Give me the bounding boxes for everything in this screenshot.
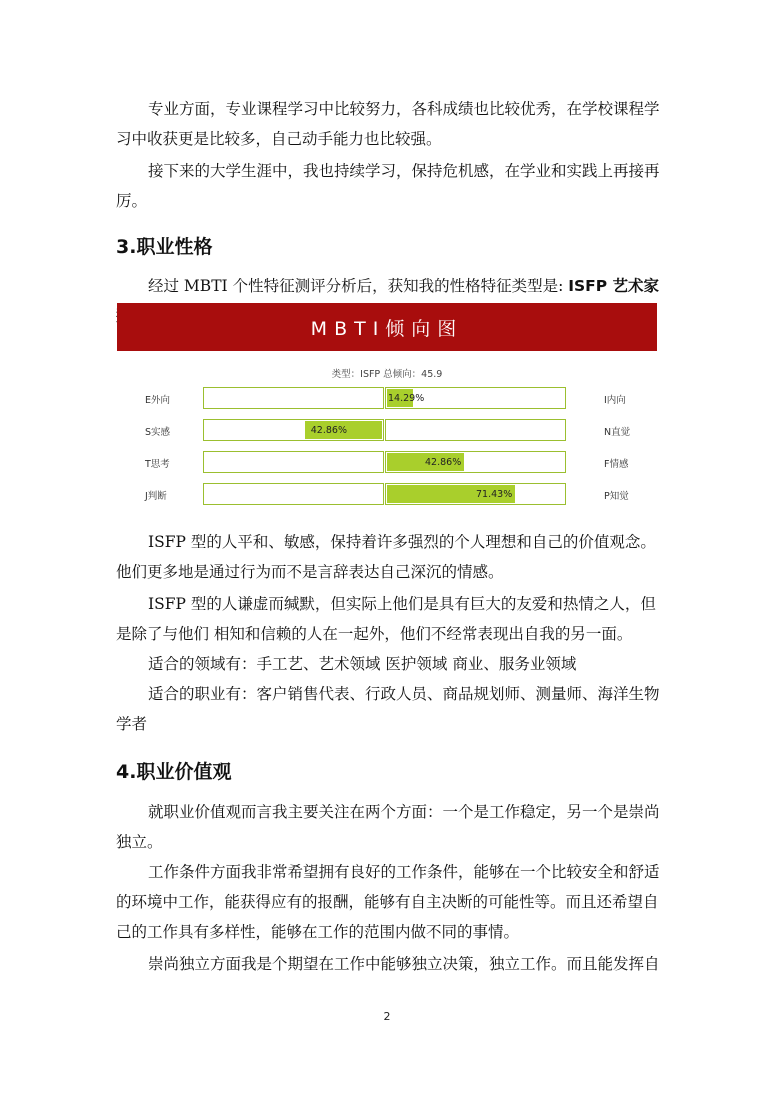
mbti-left-track	[203, 419, 384, 441]
mbti-right-label: P知觉	[604, 491, 629, 502]
mbti-summary: 类型：ISFP 总倾向：45.9	[331, 369, 443, 380]
paragraph-major: 专业方面，专业课程学习中比较努力，各科成绩也比较优秀，在学校课程学习中收获更是比较多，自己动手能力也比较强。	[116, 100, 660, 148]
mbti-right-label: F情感	[604, 459, 629, 470]
mbti-value-label: 42.86%	[310, 425, 347, 436]
paragraph-fields: 适合的领域有：手工艺、艺术领域 医护领域 商业、服务业领域	[148, 655, 577, 673]
mbti-left-label: T思考	[145, 459, 170, 470]
paragraph-values-intro: 就职业价值观而言我主要关注在两个方面：一个是工作稳定，另一个是崇尚独立。	[116, 803, 660, 851]
mbti-row	[117, 387, 657, 411]
mbti-value-label: 42.86%	[425, 457, 462, 468]
mbti-left-track	[203, 387, 384, 409]
paragraph-work-conditions: 工作条件方面我非常希望拥有良好的工作条件，能够在一个比较安全和舒适的环境中工作，能获得应有的报酬，能够有自主决断的可能性等。而且还希望自己的工作具有多样性，能够在工作的范围内做不同的事情。	[116, 863, 660, 941]
mbti-right-label: I内向	[604, 395, 626, 406]
mbti-chart-banner	[117, 303, 657, 351]
mbti-right-track	[385, 419, 566, 441]
mbti-right-track	[385, 387, 566, 409]
mbti-intro-text: 经过 MBTI 个性特征测评分析后，获知我的性格特征类型是:	[148, 277, 569, 295]
mbti-left-track	[203, 483, 384, 505]
mbti-row	[117, 483, 657, 507]
section-heading-values: 4.职业价值观	[116, 761, 232, 783]
mbti-right-track	[385, 483, 566, 505]
mbti-value-label: 71.43%	[476, 489, 513, 500]
mbti-row	[117, 419, 657, 443]
paragraph-isfp-1: ISFP 型的人平和、敏感，保持着许多强烈的个人理想和自己的价值观念。他们更多地是通过行为而不是言辞表达自己深沉的情感。	[116, 533, 656, 581]
mbti-left-track	[203, 451, 384, 473]
paragraph-independence: 崇尚独立方面我是个期望在工作中能够独立决策，独立工作。而且能发挥自	[148, 955, 660, 973]
mbti-left-label: E外向	[145, 395, 171, 406]
paragraph-future: 接下来的大学生涯中，我也持续学习，保持危机感，在学业和实践上再接再厉。	[116, 162, 660, 210]
mbti-row	[117, 451, 657, 475]
page-number: 2	[383, 1010, 391, 1023]
mbti-type-label: ISFP 艺术家	[568, 277, 660, 295]
mbti-right-track	[385, 451, 566, 473]
paragraph-isfp-2: ISFP 型的人谦虚而缄默，但实际上他们是具有巨大的友爱和热情之人，但是除了与他们 相知和信赖的人在一起外，他们不经常表现出自我的另一面。	[116, 595, 656, 643]
mbti-left-label: S实感	[145, 427, 171, 438]
mbti-left-label: J判断	[145, 491, 167, 502]
section-heading-personality: 3.职业性格	[116, 236, 213, 258]
paragraph-careers: 适合的职业有：客户销售代表、行政人员、商品规划师、测量师、海洋生物学者	[116, 685, 660, 733]
mbti-value-label: 14.29%	[388, 393, 425, 404]
mbti-right-label: N直觉	[604, 427, 631, 438]
mbti-chart-title: MBTI倾向图	[310, 317, 464, 340]
